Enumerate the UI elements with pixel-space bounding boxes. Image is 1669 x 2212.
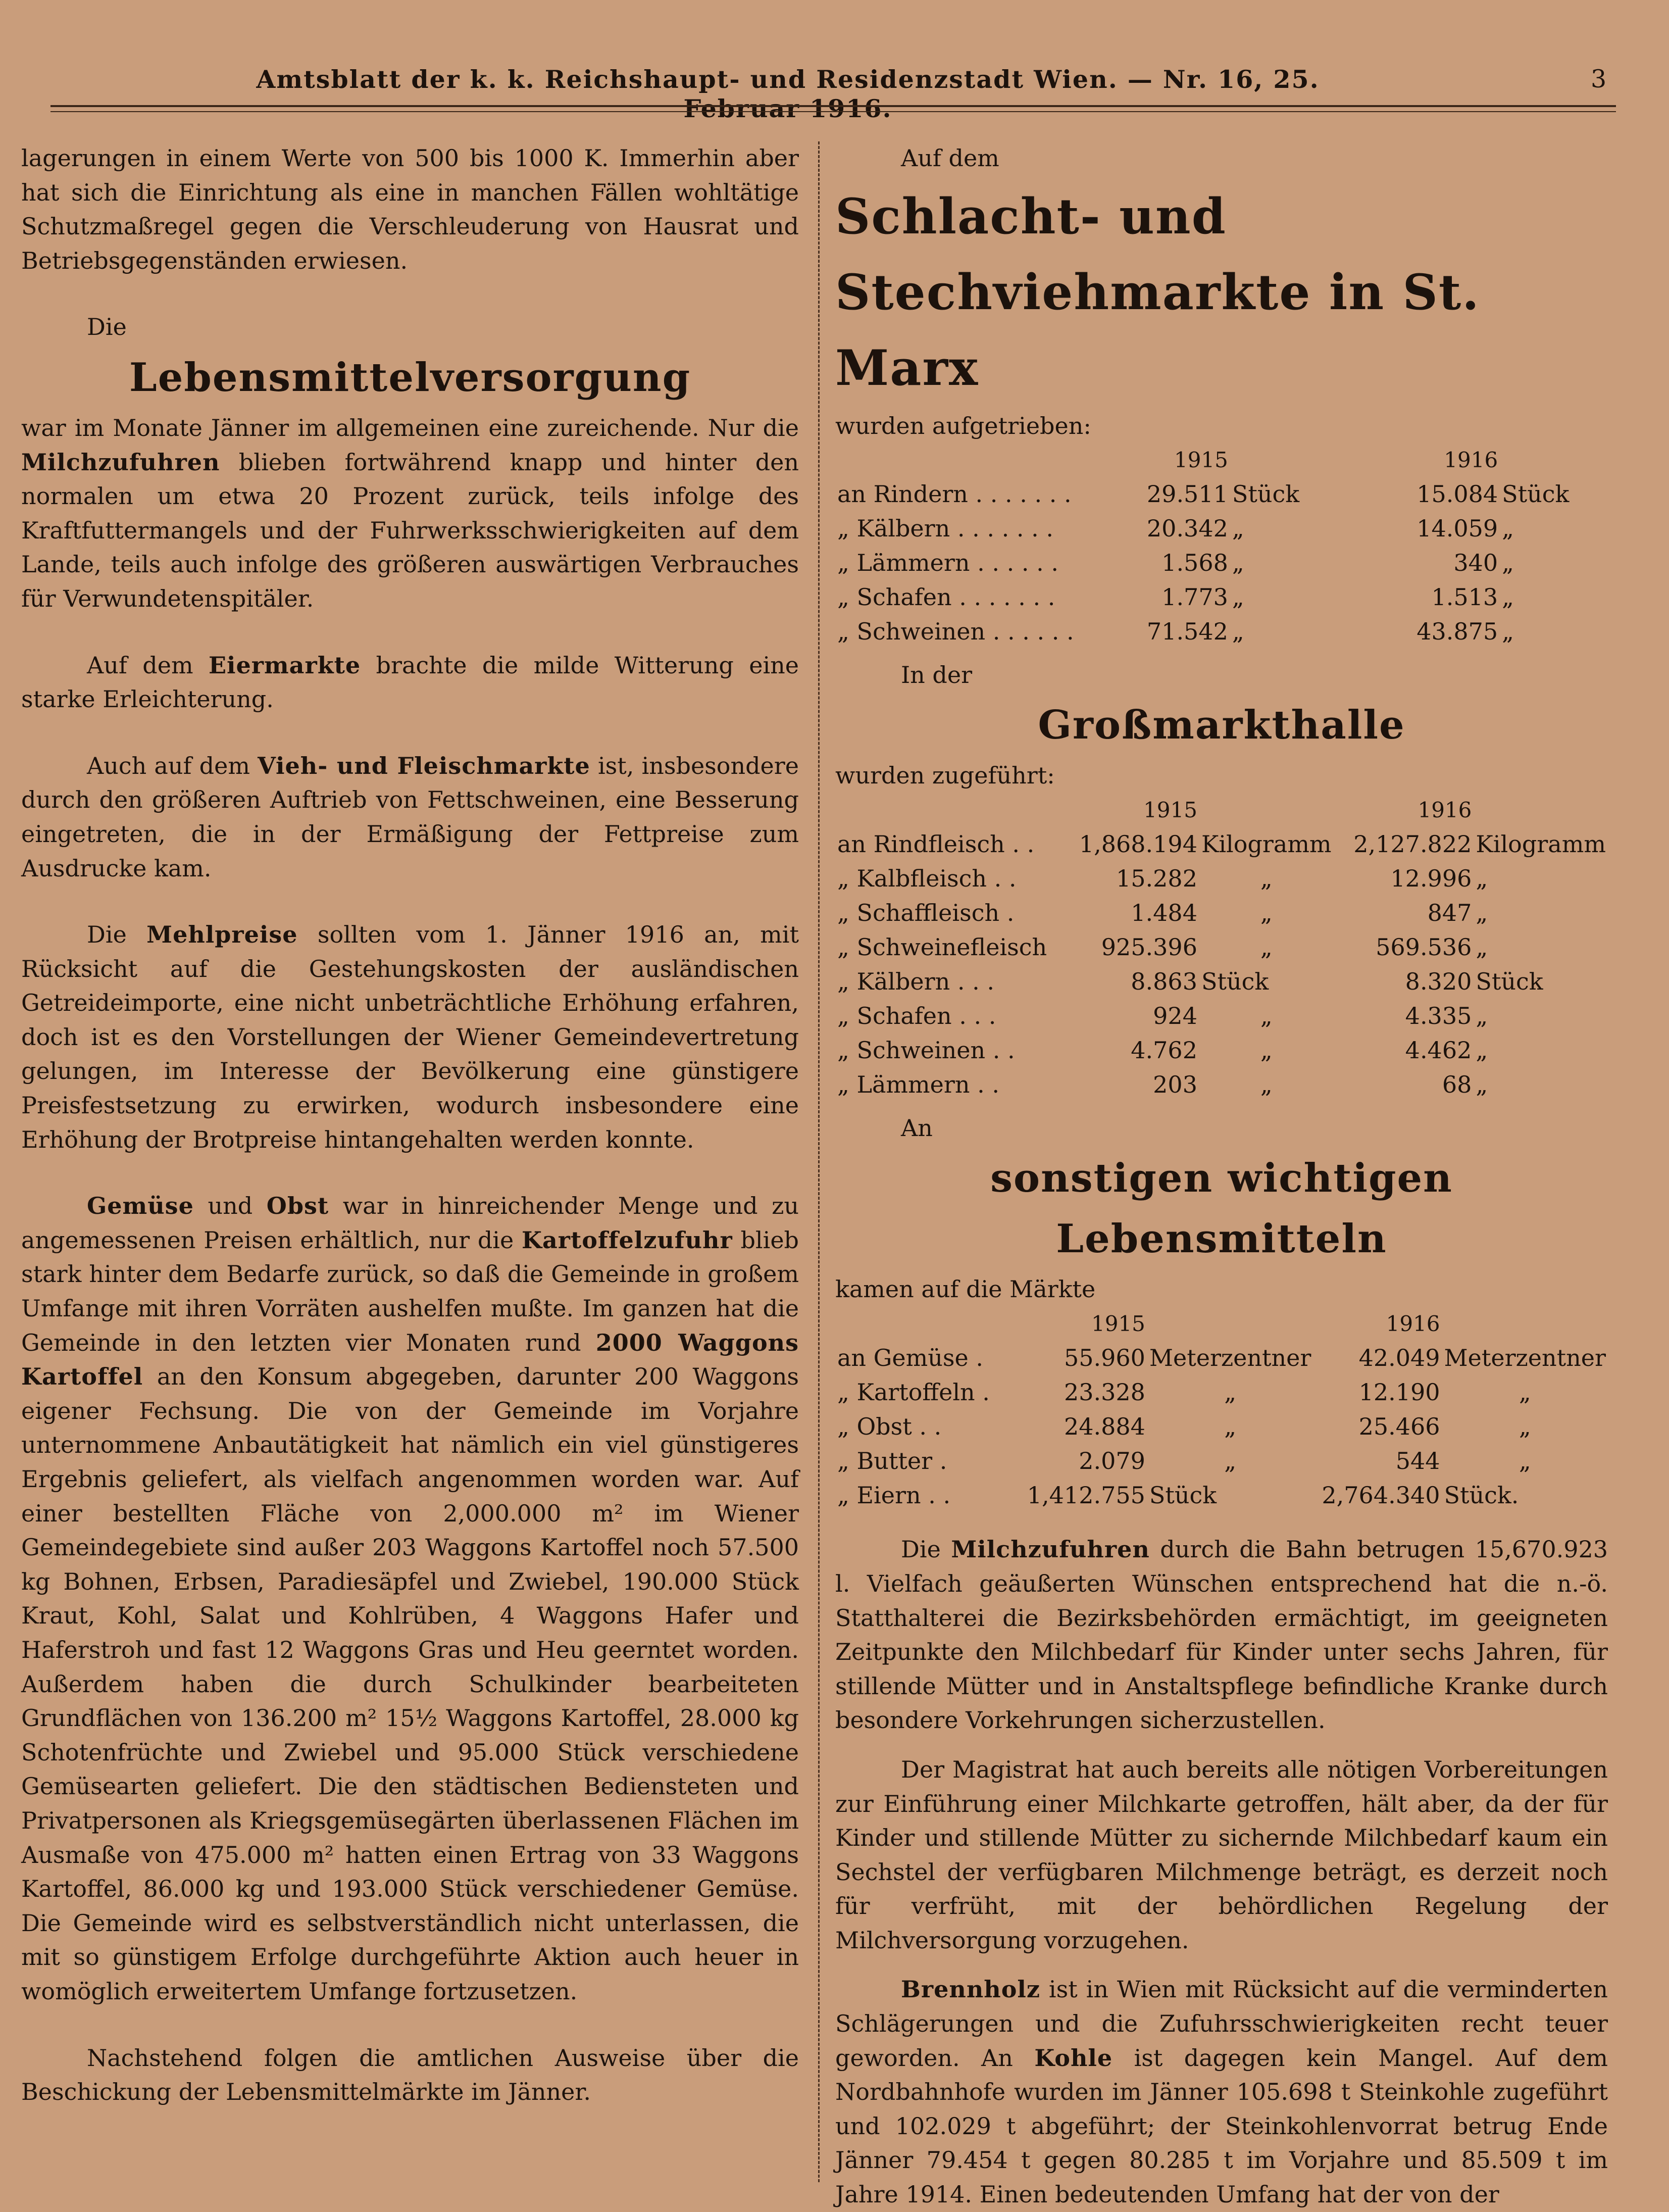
table-row: „ Kartoffeln . 23.328 „ 12.190 „ bbox=[837, 1378, 1531, 1406]
table-caption-aufgetrieben: wurden aufgetrieben: bbox=[835, 412, 1091, 439]
section-heading-lebensmittelversorgung: Lebensmittelversorgung bbox=[129, 354, 691, 401]
page-number: 3 bbox=[1591, 65, 1607, 93]
table-row: „ Butter . 2.079 „ 544 „ bbox=[837, 1447, 1531, 1474]
paragraph-milchzufuhren: war im Monate Jänner im allgemeinen eine zureichende. Nur die Milchzufuhren blieben fortwährend knapp und hinter den normalen um etwa 20 Prozent zurück, teils infolge des Kraftfuttermangels und der Fuhrwerksschwierigkeiten auf dem Lande, teils auch infolge des größeren auswärtigen Verbrauches für Verwundetenspitäler. bbox=[21, 414, 799, 612]
paragraph-eiermarkt: Auf dem Eiermarkte brachte die milde Witterung eine starke Erleichterung. bbox=[21, 651, 799, 713]
table-row: „ Schafen . . . 924 „ 4.335 „ bbox=[837, 1002, 1488, 1029]
table-row: an Rindern . . . . . . . 29.511 Stück 15.084 Stück bbox=[837, 480, 1570, 508]
table-row: „ Kalbfleisch . . 15.282 „ 12.996 „ bbox=[837, 864, 1488, 892]
table-grossmarkthalle bbox=[835, 793, 1608, 1102]
year-header: 1916 bbox=[1444, 448, 1498, 473]
table-row: „ Lämmern . . . . . . 1.568 „ 340 „ bbox=[837, 549, 1514, 576]
paragraph-ausweise: Nachstehend folgen die amtlichen Ausweise über die Beschickung der Lebensmittelmärkte im Jänner. bbox=[21, 2044, 799, 2106]
year-header: 1915 bbox=[1174, 448, 1228, 473]
paragraph-milchkarte: Der Magistrat hat auch bereits alle nötigen Vorbereitungen zur Einführung einer Milchkarte getroffen, hält aber, da der für Kinder und stillende Mütter zu sichernde Milchbedarf kaum ein Sechstel der verfügbaren Milchmenge beträgt, es derzeit noch für verfrüht, mit der behördlichen Regelung der Milchversorgung vorzugehen. bbox=[835, 1755, 1608, 1954]
table-row: „ Eiern . . 1,412.755 Stück 2,764.340 Stück. bbox=[837, 1481, 1519, 1509]
right-column bbox=[835, 141, 1608, 2212]
heading-intro: Die bbox=[87, 313, 127, 341]
table-row: „ Schaffleisch . 1.484 „ 847 „ bbox=[837, 899, 1488, 926]
left-column bbox=[21, 141, 799, 2109]
year-header: 1916 bbox=[1418, 797, 1472, 822]
table-row: „ Kälbern . . . . . . . 20.342 „ 14.059 „ bbox=[837, 514, 1514, 542]
heading-intro-sonstige: An bbox=[901, 1114, 933, 1142]
paragraph-gemuese: Gemüse und Obst war in hinreichender Menge und zu angemessenen Preisen erhältlich, nur die Kartoffelzufuhr blieb stark hinter dem Bedarfe zurück, so daß die Gemeinde in großem Umfange mit ihren Vorräten aushelfen mußte. Im ganzen hat die Gemeinde in den letzten vier Monaten rund 2000 Waggons Kartoffel an den Konsum abgegeben, darunter 200 Waggons eigener Fechsung. Die von der Gemeinde im Vorjahre unternommene Anbautätigkeit hat nämlich ein viel günstigeres Ergebnis geliefert, als vielfach angenommen worden war. Auf einer bestellten Fläche von 2,000.000 m² im Wiener Gemeindegebiete sind außer 203 Waggons Kartoffel noch 57.500 kg Bohnen, Erbsen, Paradiesäpfel und Zwiebel, 190.000 Stück Kraut, Kohl, Salat und Kohlrüben, 4 Waggons Hafer und Haferstroh und fast 12 Waggons Gras und Heu geerntet worden. Außerdem haben die durch Schulkinder bearbeiteten Grundflächen von 136.200 m² 15½ Waggons Kartoffel, 28.000 kg Schotenfrüchte und Zwiebel und 95.000 Stück verschiedene Gemüsearten geliefert. Die den städtischen Bediensteten und Privatpersonen als Kriegsgemüsegärten überlassenen Flächen im Ausmaße von 475.000 m² hatten einen Ertrag von 33 Waggons Kartoffel, 86.000 kg und 193.000 Stück verschiedener Gemüse. Die Gemeinde wird es selbstverständlich nicht unterlassen, die mit so günstigem Erfolge durchgeführte Aktion auch heuer in womöglich erweitertem Umfange fortzusetzen. bbox=[21, 1192, 799, 2005]
year-header: 1915 bbox=[1091, 1311, 1145, 1336]
section-heading-schlachtviehmarkt: Schlacht- und Stechviehmarkte in St. Marx bbox=[835, 187, 1480, 397]
section-heading-sonstige-lebensmittel: sonstigen wichtigen Lebensmitteln bbox=[990, 1155, 1453, 1262]
table-schlachtviehmarkt bbox=[835, 443, 1608, 649]
column-separator bbox=[818, 141, 820, 2182]
page-header: Amtsblatt der k. k. Reichshaupt- und Residenzstadt Wien. — Nr. 16, 25. Februar 1916. bbox=[256, 65, 1320, 123]
heading-intro-grossmarkthalle: In der bbox=[901, 661, 973, 689]
header-rule bbox=[50, 105, 1616, 112]
table-row: „ Schweinen . . . . . . 71.542 „ 43.875 „ bbox=[837, 617, 1514, 645]
table-row: „ Schweinefleisch 925.396 „ 569.536 „ bbox=[837, 933, 1488, 961]
table-row: an Gemüse . 55.960 Meterzentner 42.049 Meterzentner bbox=[837, 1344, 1606, 1371]
table-row: „ Lämmern . . 203 „ 68 „ bbox=[837, 1070, 1488, 1098]
table-row: an Rindfleisch . . 1,868.194 Kilogramm 2,127.822 Kilogramm bbox=[837, 830, 1606, 858]
table-row: „ Obst . . 24.884 „ 25.466 „ bbox=[837, 1412, 1531, 1440]
year-header: 1916 bbox=[1386, 1311, 1440, 1336]
heading-intro-schlachtviehmarkt: Auf dem bbox=[901, 144, 999, 172]
table-row: „ Schafen . . . . . . . 1.773 „ 1.513 „ bbox=[837, 583, 1514, 611]
table-caption-maerkte: kamen auf die Märkte bbox=[835, 1275, 1096, 1303]
year-header: 1915 bbox=[1143, 797, 1197, 822]
paragraph-mehlpreise: Die Mehlpreise sollten vom 1. Jänner 1916 an, mit Rücksicht auf die Gestehungskosten der ausländischen Getreideimporte, eine nicht unbeträchtliche Erhöhung erfahren, doch ist es den Vorstellungen der Wiener Gemeindevertretung gelungen, im Interesse der Bevölkerung eine günstigere Preisfestsetzung zu erwirken, wodurch insbesondere eine Erhöhung der Brotpreise hintangehalten werden konnte. bbox=[21, 921, 799, 1153]
table-caption-zugefuehrt: wurden zugeführt: bbox=[835, 762, 1055, 790]
table-sonstige-lebensmittel bbox=[835, 1307, 1608, 1513]
paragraph-milchzufuhren-bahn: Die Milchzufuhren durch die Bahn betrugen 15,670.923 l. Vielfach geäußerten Wünschen entsprechend hat die n.-ö. Statthalterei die Bezirksbehörden ermächtigt, im geeigneten Zeitpunkte den Milchbedarf für Kinder unter sechs Jahren, für stillende Mütter und in Anstaltspflege befindliche Kranke durch besondere Vorkehrungen sicherzustellen. bbox=[835, 1536, 1608, 1734]
table-row: „ Schweinen . . 4.762 „ 4.462 „ bbox=[837, 1036, 1488, 1064]
paragraph-brennholz: Brennholz ist in Wien mit Rücksicht auf die verminderten Schlägerungen und die Zufuhrsschwierigkeiten recht teuer geworden. An Kohle ist dagegen kein Mangel. Auf dem Nordbahnhofe wurden im Jänner 105.698 t Steinkohle zugeführt und 102.029 t abgeführt; der Steinkohlenvorrat betrug Ende Jänner 79.454 t gegen 80.285 t im Vorjahre und 85.509 t im Jahre 1914. Einen bedeutenden Umfang hat der von der bbox=[835, 1976, 1608, 2208]
table-row: „ Kälbern . . . 8.863 Stück 8.320 Stück bbox=[837, 967, 1543, 995]
paragraph-fleischmarkt: Auch auf dem Vieh- und Fleischmarkte ist, insbesondere durch den größeren Auftrieb von Fettschweinen, eine Besserung eingetreten, die in der Ermäßigung der Fettpreise zum Ausdrucke kam. bbox=[21, 752, 799, 882]
section-heading-grossmarkthalle: Großmarkthalle bbox=[1038, 702, 1405, 749]
paragraph-intro: lagerungen in einem Werte von 500 bis 1000 K. Immerhin aber hat sich die Einrichtung als eine in manchen Fällen wohltätige Schutzmaßregel gegen die Verschleuderung von Hausrat und Betriebsgegenständen erwiesen. bbox=[21, 144, 799, 274]
